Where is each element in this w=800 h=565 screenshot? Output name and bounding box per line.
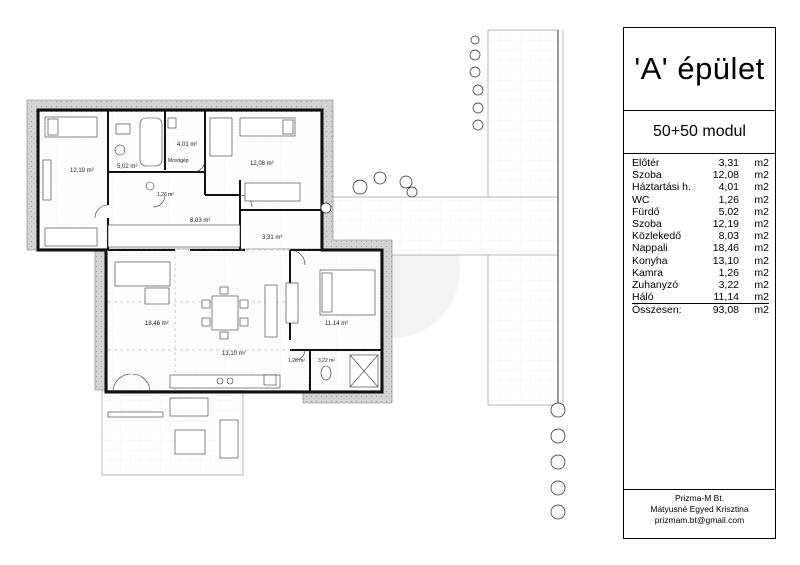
label-furdo: 5,02 m² (117, 164, 138, 170)
room-row: Szoba 12,08 m2 (632, 169, 769, 182)
room-area-list (632, 157, 769, 316)
company-name: Prizma-M Bt. (674, 493, 725, 503)
title-section (624, 28, 775, 111)
label-zuhanyzo: 3,22 m² (318, 358, 335, 364)
label-szoba1: 12,19 m² (70, 168, 94, 174)
contact-email: prizmam.bt@gmail.com (654, 515, 745, 525)
footer-credits (624, 489, 775, 538)
room-row: WC 1,26 m2 (632, 193, 769, 206)
label-kamra: 1,26 m² (288, 358, 305, 364)
room-row: Kamra 1,26 m2 (632, 266, 769, 279)
label-haztartasi: 4,01 m² (177, 142, 198, 148)
room-row: Fürdő 5,02 m2 (632, 205, 769, 218)
info-panel (623, 27, 776, 539)
room-row: Előtér 3,31 m2 (632, 157, 769, 169)
room-row: Háztartási h. 4,01 m2 (632, 181, 769, 194)
building-title: 'A' épület (634, 51, 765, 86)
label-wc: 1,26 m² (157, 192, 174, 198)
label-konyha: 13,10 m² (222, 351, 246, 357)
label-eloter: 3,31 m² (262, 235, 283, 241)
label-halo: 11,14 m² (325, 321, 349, 327)
total-row: Összesen: 93,08 m2 (632, 304, 769, 317)
label-nappali: 18,46 m² (145, 321, 169, 327)
room-row: Közlekedő 8,03 m2 (632, 230, 769, 243)
room-row: Konyha 13,10 m2 (632, 254, 769, 267)
module-section (624, 111, 775, 154)
label-kozlekedo: 8,03 m² (190, 218, 211, 224)
label-szoba2: 12,08 m² (250, 161, 274, 167)
room-row: Nappali 18,46 m2 (632, 242, 769, 255)
module-label: 50+50 modul (653, 123, 746, 140)
room-row: Szoba 12,19 m2 (632, 217, 769, 230)
room-row: Zuhanyzó 3,22 m2 (632, 278, 769, 291)
designer-name: Mátyusné Egyed Krisztina (650, 504, 749, 514)
label-mosogep: Mosógép (168, 158, 189, 164)
room-row: Háló 11,14 m2 (632, 291, 769, 304)
